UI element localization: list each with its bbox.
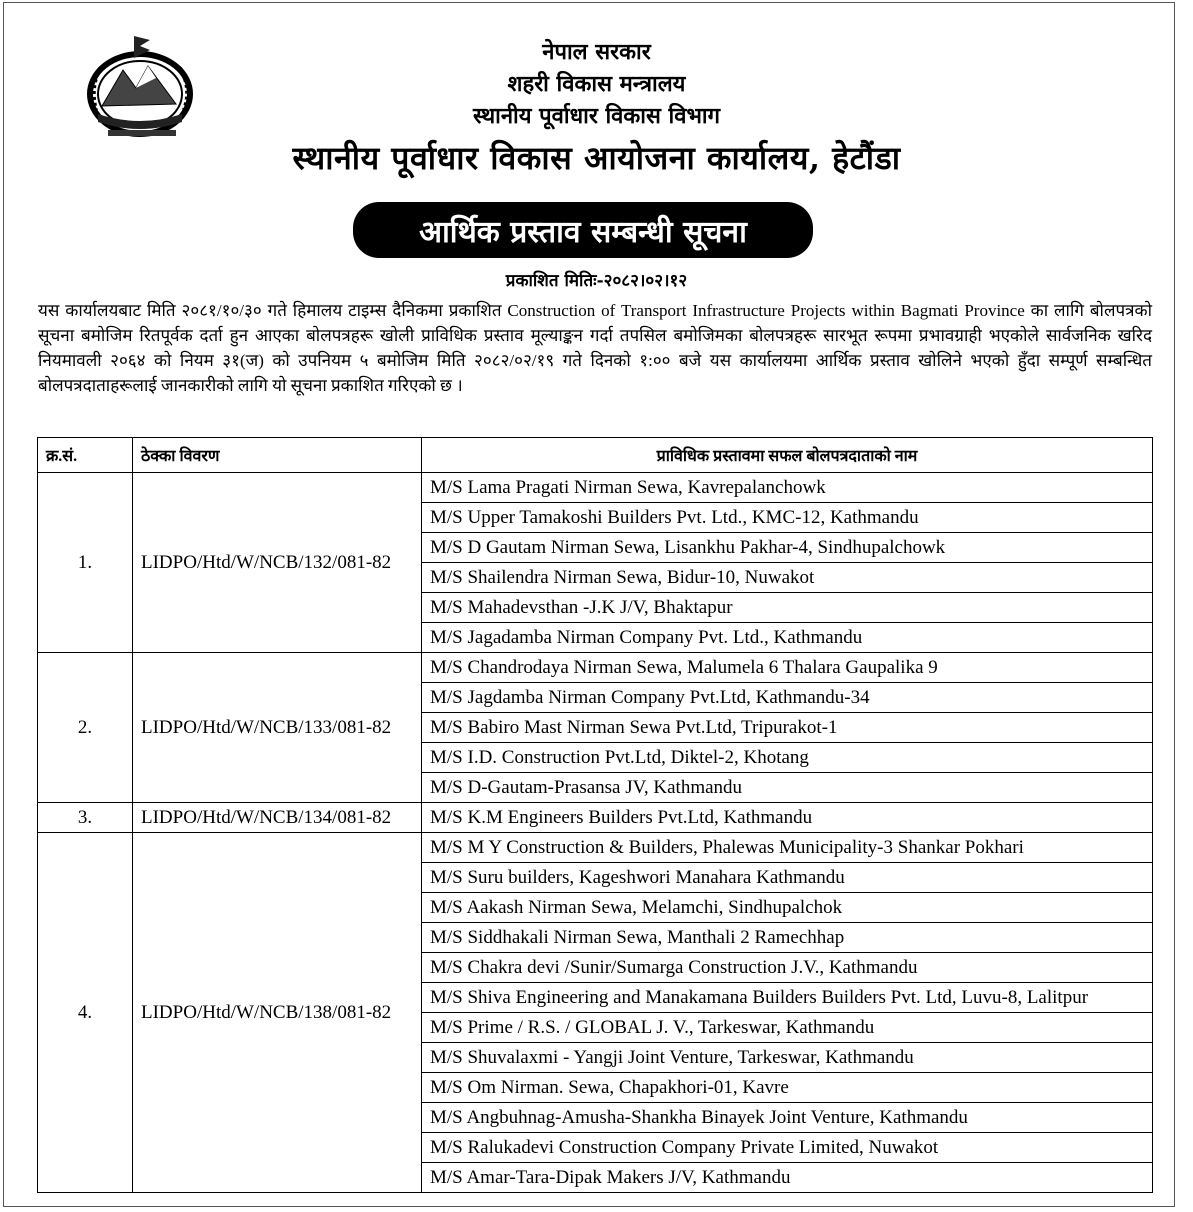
bidder-name-cell: M/S M Y Construction & Builders, Phalewas Municipality-3 Shankar Pokhari (422, 833, 1153, 863)
bidder-name-cell: M/S Shailendra Nirman Sewa, Bidur-10, Nuwakot (422, 563, 1153, 593)
bidder-name-cell: M/S D-Gautam-Prasansa JV, Kathmandu (422, 773, 1153, 803)
bidder-name-cell: M/S Mahadevsthan -J.K J/V, Bhaktapur (422, 593, 1153, 623)
header-ministry: शहरी विकास मन्त्रालय (507, 71, 686, 97)
bidder-name-cell: M/S Angbuhnag-Amusha-Shankha Binayek Joint Venture, Kathmandu (422, 1103, 1153, 1133)
bidder-name-cell: M/S K.M Engineers Builders Pvt.Ltd, Kathmandu (422, 803, 1153, 833)
bidder-name-cell: M/S Ralukadevi Construction Company Private Limited, Nuwakot (422, 1133, 1153, 1163)
serial-cell: 1. (38, 473, 133, 653)
bidders-table (37, 437, 1153, 1193)
table-header-row (38, 438, 1153, 473)
bidder-name-cell: M/S Prime / R.S. / GLOBAL J. V., Tarkeswar, Kathmandu (422, 1013, 1153, 1043)
header-serial: क्र.सं. (38, 438, 133, 473)
bidder-name-cell: M/S Aakash Nirman Sewa, Melamchi, Sindhupalchok (422, 893, 1153, 923)
table-row (38, 803, 1153, 833)
table-row (38, 833, 1153, 863)
bidder-name-cell: M/S Amar-Tara-Dipak Makers J/V, Kathmandu (422, 1163, 1153, 1193)
bidder-name-cell: M/S Suru builders, Kageshwori Manahara Kathmandu (422, 863, 1153, 893)
bidder-name-cell: M/S Babiro Mast Nirman Sewa Pvt.Ltd, Tripurakot-1 (422, 713, 1153, 743)
table-row (38, 653, 1153, 683)
bidder-name-cell: M/S Om Nirman. Sewa, Chapakhori-01, Kavre (422, 1073, 1153, 1103)
serial-cell: 2. (38, 653, 133, 803)
bidder-name-cell: M/S Chandrodaya Nirman Sewa, Malumela 6 Thalara Gaupalika 9 (422, 653, 1153, 683)
header-government: नेपाल सरकार (542, 39, 651, 65)
header-department: स्थानीय पूर्वाधार विकास विभाग (472, 103, 721, 129)
notice-title-banner: आर्थिक प्रस्ताव सम्बन्धी सूचना (353, 202, 813, 258)
bidder-name-cell: M/S Lama Pragati Nirman Sewa, Kavrepalanchowk (422, 473, 1153, 503)
header-bidder-name: प्राविधिक प्रस्तावमा सफल बोलपत्रदाताको नाम (422, 438, 1153, 473)
bidder-name-cell: M/S Jagdamba Nirman Company Pvt.Ltd, Kathmandu-34 (422, 683, 1153, 713)
bidder-name-cell: M/S Shiva Engineering and Manakamana Builders Builders Pvt. Ltd, Luvu-8, Lalitpur (422, 983, 1153, 1013)
contract-code-cell: LIDPO/Htd/W/NCB/138/081-82 (133, 833, 422, 1193)
bidder-name-cell: M/S Shuvalaxmi - Yangji Joint Venture, Tarkeswar, Kathmandu (422, 1043, 1153, 1073)
header-office: स्थानीय पूर्वाधार विकास आयोजना कार्यालय, हेटौंडा (292, 139, 901, 177)
bidder-name-cell: M/S Chakra devi /Sunir/Sumarga Construction J.V., Kathmandu (422, 953, 1153, 983)
bidder-name-cell: M/S Siddhakali Nirman Sewa, Manthali 2 Ramechhap (422, 923, 1153, 953)
published-date: प्रकाशित मितिः-२०८२।०२।१२ (505, 271, 688, 291)
bidder-name-cell: M/S D Gautam Nirman Sewa, Lisankhu Pakhar-4, Sindhupalchowk (422, 533, 1153, 563)
serial-cell: 3. (38, 803, 133, 833)
table-row (38, 473, 1153, 503)
contract-code-cell: LIDPO/Htd/W/NCB/132/081-82 (133, 473, 422, 653)
bidder-name-cell: M/S Upper Tamakoshi Builders Pvt. Ltd., KMC-12, Kathmandu (422, 503, 1153, 533)
contract-code-cell: LIDPO/Htd/W/NCB/134/081-82 (133, 803, 422, 833)
contract-code-cell: LIDPO/Htd/W/NCB/133/081-82 (133, 653, 422, 803)
intro-paragraph: यस कार्यालयबाट मिति २०८१/१०/३० गते हिमालय टाइम्स दैनिकमा प्रकाशित Construction of Transport Infrastructure Projects within Bagmati Province का लागि बोलपत्रको सूचना बमोजिम रितपूर्वक दर्ता हुन आएका बोलपत्रहरू खोली प्राविधिक प्रस्ताव मूल्याङ्कन गर्दा तपसिल बमोजिमका बोलपत्रहरू सारभूत रूपमा प्रभावग्राही भएकोले सार्वजनिक खरिद नियमावली २०६४ को नियम ३१(ज) को उपनियम ५ बमोजिम मिति २०८२/०२/१९ गते दिनको १:०० बजे यस कार्यालयमा आर्थिक प्रस्ताव खोलिने भएको हुँदा सम्पूर्ण सम्बन्धित बोलपत्रदाताहरूलाई जानकारीको लागि यो सूचना प्रकाशित गरिएको छ । (38, 301, 1152, 395)
header-contract: ठेक्का विवरण (133, 438, 422, 473)
serial-cell: 4. (38, 833, 133, 1193)
bidder-name-cell: M/S I.D. Construction Pvt.Ltd, Diktel-2, Khotang (422, 743, 1153, 773)
bidder-name-cell: M/S Jagadamba Nirman Company Pvt. Ltd., Kathmandu (422, 623, 1153, 653)
